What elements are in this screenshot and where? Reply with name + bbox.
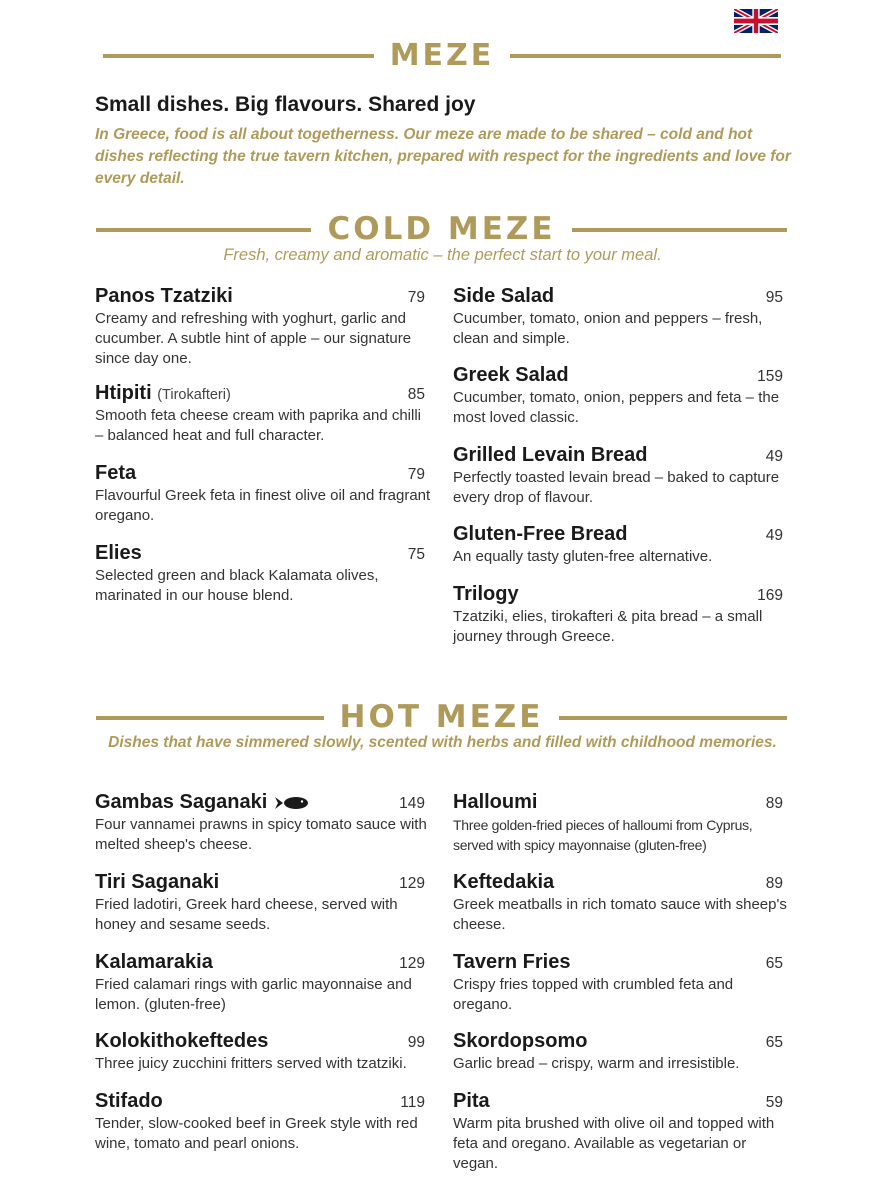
item-price: 159 (757, 368, 783, 385)
menu-item (95, 1090, 431, 1154)
item-price: 59 (765, 1094, 783, 1111)
divider-line (559, 716, 787, 720)
menu-item (95, 1030, 431, 1074)
item-name: Gambas Saganaki (95, 791, 309, 814)
hot-meze-subtitle: Dishes that have simmered slowly, scented with herbs and filled with childhood memories. (108, 734, 777, 751)
cold-meze-subtitle: Fresh, creamy and aromatic – the perfect start to your meal. (223, 246, 662, 264)
hot-meze-section-header (96, 699, 787, 735)
item-description: Perfectly toasted levain bread – baked to capture every drop of flavour. (453, 469, 780, 506)
item-price: 49 (765, 527, 783, 544)
item-note: (Tirokafteri) (157, 387, 231, 403)
menu-item (453, 871, 789, 935)
item-price: 129 (399, 875, 425, 892)
item-price: 129 (399, 955, 425, 972)
divider-line (96, 716, 324, 720)
item-price: 89 (765, 875, 783, 892)
item-description: Warm pita brushed with olive oil and topped with feta and oregano. Available as vegetarian or vegan. (453, 1115, 775, 1172)
menu-item (453, 1090, 789, 1174)
item-price: 79 (407, 289, 425, 306)
item-description: Tzatziki, elies, tirokafteri & pita bread – a small journey through Greece. (453, 608, 763, 645)
menu-item (453, 523, 789, 567)
item-description: Greek meatballs in rich tomato sauce with sheep's cheese. (453, 896, 787, 933)
divider-line (510, 54, 781, 58)
item-description: Garlic bread – crispy, warm and irresistible. (453, 1055, 740, 1072)
menu-item (453, 285, 789, 349)
item-name: Skordopsomo (453, 1030, 588, 1052)
item-description: Cucumber, tomato, onion and peppers – fresh, clean and simple. (453, 310, 763, 347)
item-name: Trilogy (453, 583, 519, 605)
item-description: Fried ladotiri, Greek hard cheese, served with honey and sesame seeds. (95, 896, 398, 933)
item-description: Three golden-fried pieces of halloumi from Cyprus, served with spicy mayonnaise (gluten-free) (453, 817, 753, 853)
intro-text: In Greece, food is all about togetherness. Our meze are made to be shared – cold and hot dishes reflecting the true tavern kitchen, prepared with respect for the ingredients and love for every detail. (95, 126, 791, 187)
divider-line (103, 54, 374, 58)
intro-title: Small dishes. Big flavours. Shared joy (95, 93, 476, 116)
menu-item (95, 791, 431, 855)
item-description: An equally tasty gluten-free alternative. (453, 548, 713, 565)
fish-icon (275, 796, 309, 810)
item-description: Tender, slow-cooked beef in Greek style with red wine, tomato and pearl onions. (95, 1115, 418, 1152)
item-price: 169 (757, 587, 783, 604)
item-name: Stifado (95, 1090, 163, 1112)
item-description: Smooth feta cheese cream with paprika and chilli – balanced heat and full character. (95, 407, 422, 444)
menu-item (453, 791, 789, 855)
meze-heading: MEZE (389, 38, 495, 73)
menu-item (95, 542, 431, 606)
item-name: Htipiti (Tirokafteri) (95, 382, 231, 404)
item-description: Fried calamari rings with garlic mayonnaise and lemon. (gluten-free) (95, 976, 412, 1013)
item-name: Grilled Levain Bread (453, 444, 648, 466)
item-name: Gluten-Free Bread (453, 523, 628, 545)
item-price: 99 (407, 1034, 425, 1051)
menu-item (95, 285, 431, 369)
item-name: Tavern Fries (453, 951, 571, 973)
item-price: 89 (765, 795, 783, 812)
item-name: Kalamarakia (95, 951, 213, 973)
cold-meze-section-header (96, 211, 787, 247)
menu-item (453, 364, 789, 428)
item-price: 79 (407, 466, 425, 483)
item-name: Tiri Saganaki (95, 871, 220, 893)
item-name: Kolokithokeftedes (95, 1030, 269, 1052)
menu-item (95, 382, 431, 446)
item-price: 95 (765, 289, 783, 306)
item-description: Flavourful Greek feta in finest olive oil and fragrant oregano. (95, 487, 431, 524)
uk-flag-icon[interactable] (734, 9, 778, 33)
item-name: Feta (95, 462, 137, 484)
menu-item (95, 871, 431, 935)
divider-line (96, 228, 311, 232)
hot-meze-heading: HOT MEZE (339, 699, 544, 735)
meze-section-header (103, 38, 781, 73)
item-description: Creamy and refreshing with yoghurt, garlic and cucumber. A subtle hint of apple – our signature since day one. (95, 310, 412, 367)
item-price: 65 (765, 955, 783, 972)
item-name: Halloumi (453, 791, 538, 813)
item-name: Keftedakia (453, 871, 555, 893)
item-description: Selected green and black Kalamata olives, marinated in our house blend. (95, 567, 379, 604)
item-name: Elies (95, 542, 142, 564)
item-price: 149 (399, 795, 425, 812)
item-price: 85 (407, 386, 425, 403)
item-price: 49 (765, 448, 783, 465)
item-description: Crispy fries topped with crumbled feta and oregano. (453, 976, 734, 1013)
menu-item (453, 1030, 789, 1074)
cold-meze-heading: COLD MEZE (327, 211, 556, 247)
menu-item (95, 462, 431, 526)
item-name: Panos Tzatziki (95, 285, 233, 307)
item-name: Pita (453, 1090, 490, 1112)
item-price: 65 (765, 1034, 783, 1051)
item-price: 75 (407, 546, 425, 563)
item-price: 119 (400, 1094, 425, 1111)
menu-item (453, 444, 789, 508)
menu-item (453, 951, 789, 1015)
menu-item (95, 951, 431, 1015)
item-description: Four vannamei prawns in spicy tomato sauce with melted sheep's cheese. (95, 816, 427, 853)
item-name: Side Salad (453, 285, 555, 307)
divider-line (572, 228, 787, 232)
menu-item (453, 583, 789, 647)
item-name: Greek Salad (453, 364, 569, 386)
item-description: Cucumber, tomato, onion, peppers and feta – the most loved classic. (453, 389, 780, 426)
item-description: Three juicy zucchini fritters served with tzatziki. (95, 1055, 407, 1072)
